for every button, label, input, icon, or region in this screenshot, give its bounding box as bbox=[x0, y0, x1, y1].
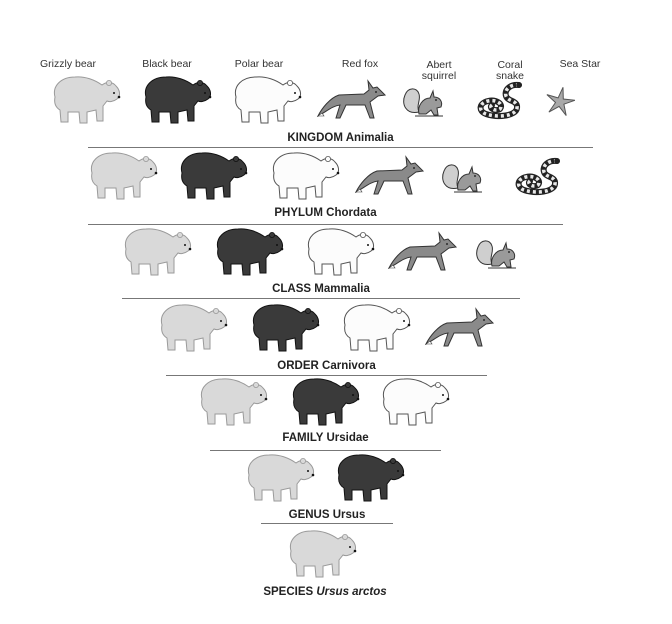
column-header-line: squirrel bbox=[421, 70, 457, 82]
rank-name: ORDER bbox=[277, 360, 319, 372]
column-header: Sea Star bbox=[559, 58, 601, 70]
grizzly-bear-icon bbox=[86, 153, 158, 203]
abert-squirrel-icon bbox=[403, 86, 447, 118]
rank-label-kingdom bbox=[287, 132, 393, 144]
red-fox-icon bbox=[354, 158, 426, 198]
black-bear-icon bbox=[176, 153, 248, 203]
rank-label-class bbox=[272, 283, 370, 295]
rank-name: KINGDOM bbox=[287, 132, 343, 144]
polar-bear-icon bbox=[378, 379, 450, 429]
column-header: Red fox bbox=[341, 58, 379, 70]
red-fox-icon bbox=[387, 234, 459, 274]
column-header-line: Abert bbox=[426, 59, 452, 71]
grizzly-bear-icon bbox=[49, 77, 121, 127]
black-bear-icon bbox=[248, 305, 320, 355]
rank-name: SPECIES bbox=[263, 586, 314, 598]
rank-name: FAMILY bbox=[282, 432, 324, 444]
polar-bear-icon bbox=[339, 305, 411, 355]
taxon-name: Mammalia bbox=[314, 283, 370, 295]
column-header: Black bear bbox=[142, 58, 192, 70]
taxon-name: Ursus bbox=[332, 509, 366, 521]
black-bear-icon bbox=[212, 229, 284, 279]
polar-bear-icon bbox=[303, 229, 375, 279]
grizzly-bear-icon bbox=[156, 305, 228, 355]
level-divider bbox=[88, 147, 593, 148]
polar-bear-icon bbox=[268, 153, 340, 203]
grizzly-bear-icon bbox=[243, 455, 315, 505]
black-bear-icon bbox=[140, 77, 212, 127]
rank-name: CLASS bbox=[272, 283, 312, 295]
grizzly-bear-icon bbox=[285, 531, 357, 581]
sea-star-icon bbox=[542, 85, 578, 119]
coral-snake-icon bbox=[515, 158, 561, 198]
black-bear-icon bbox=[288, 379, 360, 429]
column-header: Grizzly bear bbox=[39, 58, 96, 70]
polar-bear-icon bbox=[230, 77, 302, 127]
column-header bbox=[399, 60, 479, 82]
level-divider bbox=[166, 375, 487, 376]
red-fox-icon bbox=[424, 310, 496, 350]
grizzly-bear-icon bbox=[196, 379, 268, 429]
rank-label-genus bbox=[289, 509, 366, 521]
rank-label-order bbox=[277, 360, 375, 372]
rank-name: GENUS bbox=[288, 509, 330, 521]
grizzly-bear-icon bbox=[120, 229, 192, 279]
column-header bbox=[470, 60, 550, 82]
black-bear-icon bbox=[333, 455, 405, 505]
taxon-name: Ursus arctos bbox=[316, 586, 387, 598]
rank-name: PHYLUM bbox=[274, 207, 323, 219]
column-header-line: snake bbox=[495, 70, 525, 82]
abert-squirrel-icon bbox=[476, 238, 520, 270]
column-header-line: Coral bbox=[497, 59, 523, 71]
level-divider bbox=[210, 450, 441, 451]
taxon-name: Ursidae bbox=[326, 432, 369, 444]
taxon-name: Chordata bbox=[326, 207, 377, 219]
level-divider bbox=[261, 523, 393, 524]
coral-snake-icon bbox=[477, 82, 523, 122]
rank-label-phylum bbox=[274, 207, 376, 219]
rank-label-family bbox=[282, 432, 368, 444]
red-fox-icon bbox=[316, 82, 388, 122]
abert-squirrel-icon bbox=[442, 162, 486, 194]
taxon-name: Carnivora bbox=[322, 360, 376, 372]
level-divider bbox=[88, 224, 563, 225]
taxon-name: Animalia bbox=[345, 132, 394, 144]
rank-label-species bbox=[263, 586, 386, 598]
column-header: Polar bear bbox=[234, 58, 284, 70]
level-divider bbox=[122, 298, 520, 299]
